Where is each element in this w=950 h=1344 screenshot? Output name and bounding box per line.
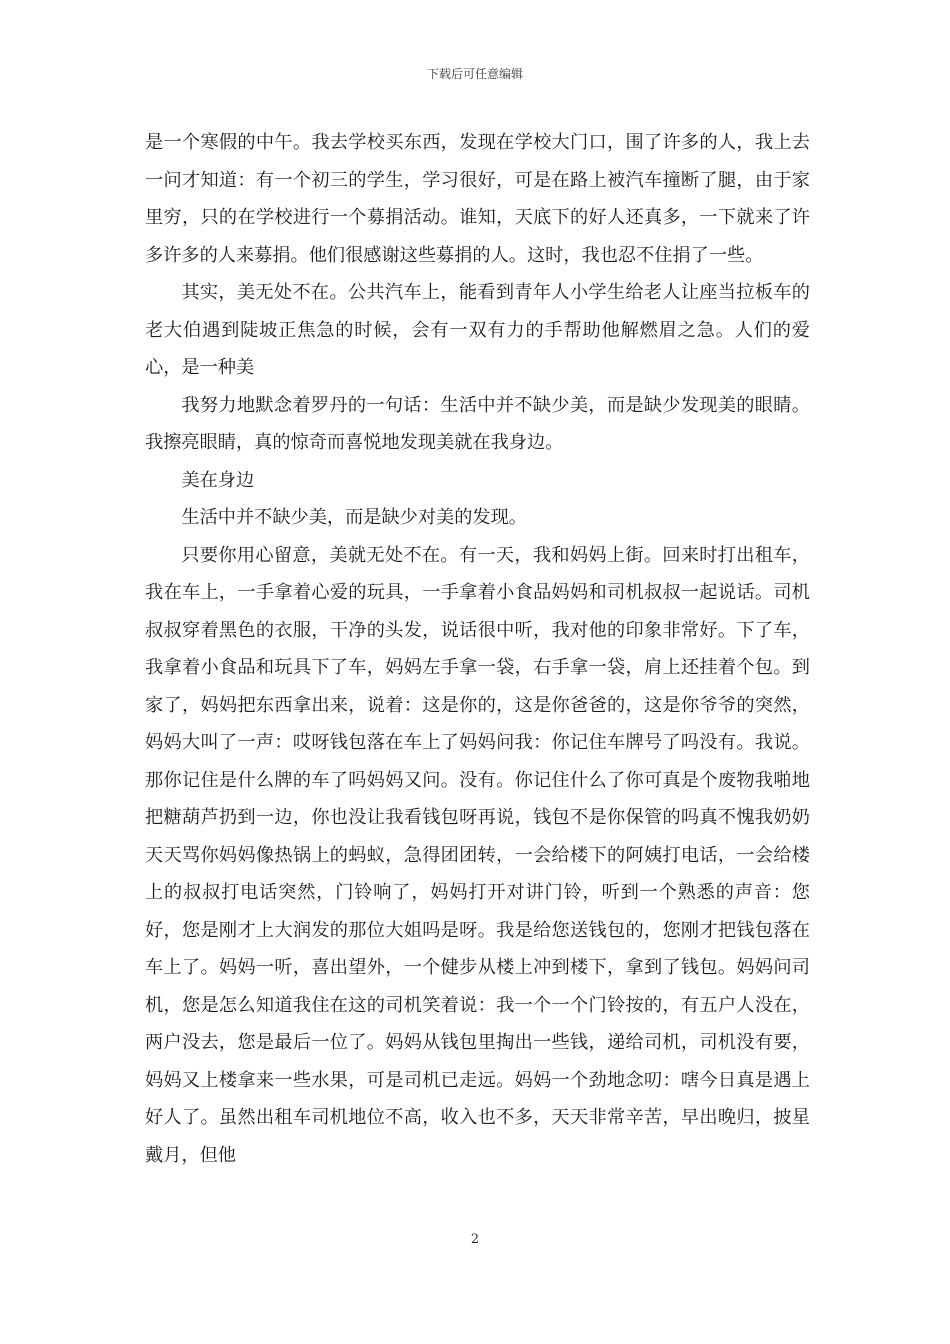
paragraph-5: 生活中并不缺少美，而是缺少对美的发现。	[181, 507, 527, 528]
paragraph-3: 我努力地默念着罗丹的一句话：生活中并不缺少美，而是缺少发现美的眼睛。我擦亮眼睛，真的惊奇而喜悦地发现美就在我身边。	[145, 394, 810, 453]
paragraph-1: 是一个寒假的中午。我去学校买东西，发现在学校大门口，围了许多的人，我上去一问才知道：有一个初三的学生，学习很好，可是在路上被汽车撞断了腿，由于家里穷，只的在学校进行一个募捐活动。谁知，天底下的好人还真多，一下就来了许多许多的人来募捐。他们很感谢这些募捐的人。这时，我也忍不住捐了一些。	[145, 132, 810, 266]
page-header: 下载后可任意编辑	[426, 67, 523, 81]
paragraph-2: 其实，美无处不在。公共汽车上，能看到青年人小学生给老人让座当拉板车的老大伯遇到陡坡正焦急的时候，会有一双有力的手帮助他解燃眉之急。人们的爱心，是一种美	[145, 282, 810, 378]
section-title: 美在身边	[181, 469, 255, 491]
document-body	[145, 124, 810, 1174]
page-number: 2	[470, 1232, 480, 1247]
paragraph-6: 只要你用心留意，美就无处不在。有一天，我和妈妈上街。回来时打出租车，我在车上，一手拿着心爱的玩具，一手拿着小食品妈妈和司机叔叔一起说话。司机叔叔穿着黑色的衣服，干净的头发，说话很中听，我对他的印象非常好。下了车，我拿着小食品和玩具下了车，妈妈左手拿一袋，右手拿一袋，肩上还挂着个包。到家了，妈妈把东西拿出来，说着：这是你的，这是你爸爸的，这是你爷爷的突然，妈妈大叫了一声：哎呀钱包落在车上了妈妈问我：你记住车牌号了吗没有。我说。那你记住是什么牌的车了吗妈妈又问。没有。你记住什么了你可真是个废物我啪地把糖葫芦扔到一边，你也没让我看钱包呀再说，钱包不是你保管的吗真不愧我奶奶天天骂你妈妈像热锅上的蚂蚁，急得团团转，一会给楼下的阿姨打电话，一会给楼上的叔叔打电话突然，门铃响了，妈妈打开对讲门铃，听到一个熟悉的声音：您好，您是刚才上大润发的那位大姐吗是呀。我是给您送钱包的，您刚才把钱包落在车上了。妈妈一听，喜出望外，一个健步从楼上冲到楼下，拿到了钱包。妈妈问司机，您是怎么知道我住在这的司机笑着说：我一个一个门铃按的，有五户人没在，两户没去，您是最后一位了。妈妈从钱包里掏出一些钱，递给司机，司机没有要，妈妈又上楼拿来一些水果，可是司机已走远。妈妈一个劲地念叨：嗐今日真是遇上好人了。虽然出租车司机地位不高，收入也不多，天天非常辛苦，早出晚归，披星戴月，但他	[145, 544, 810, 1166]
